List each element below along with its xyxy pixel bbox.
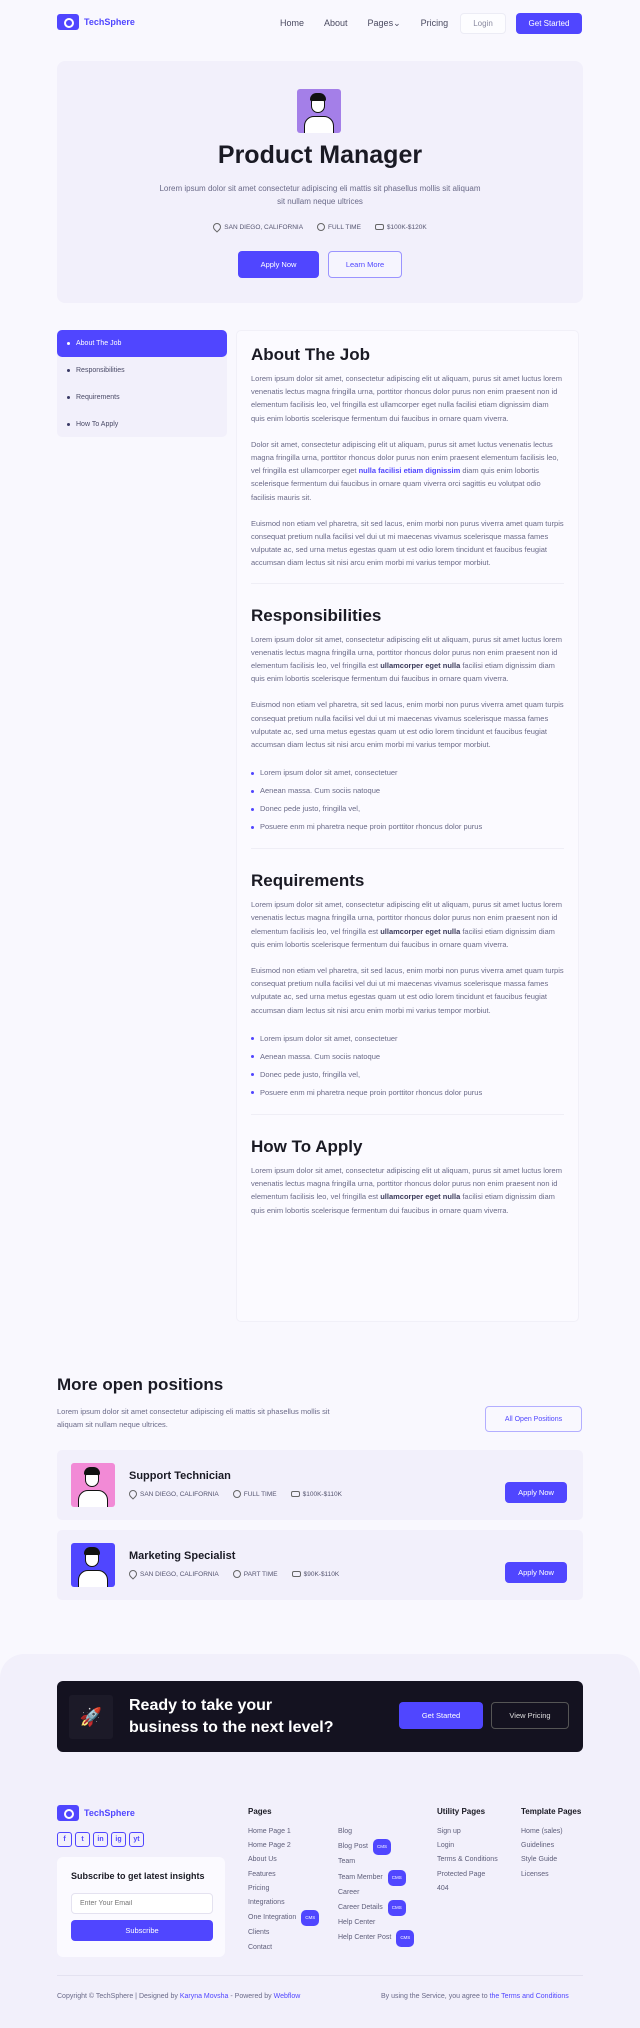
section-requirements bbox=[251, 857, 564, 1102]
cms-badge: CMS bbox=[396, 1930, 414, 1946]
apply-now-button[interactable]: Apply Now bbox=[505, 1482, 567, 1503]
avatar-body bbox=[78, 1570, 108, 1587]
clock-icon bbox=[317, 223, 325, 231]
footer-link[interactable]: Home (sales) bbox=[521, 1828, 563, 1835]
utility-list bbox=[437, 1825, 498, 1896]
template-list bbox=[521, 1825, 563, 1882]
list-item: Posuere enm mi pharetra neque proin porttitor rhoncus dolor purus bbox=[251, 1084, 564, 1102]
learn-more-button[interactable]: Learn More bbox=[328, 251, 402, 278]
footer-link[interactable]: About Us bbox=[248, 1856, 277, 1864]
cta-view-pricing-button[interactable]: View Pricing bbox=[491, 1702, 569, 1729]
text: facilisi etiam dignissim diam quis enim lobortis scelerisque fermentum dui faucibus in ornare quam viverra. bbox=[251, 1192, 555, 1215]
footer-link[interactable]: Guidelines bbox=[521, 1842, 555, 1850]
job-title: Product Manager bbox=[217, 141, 423, 169]
link-label: Career Details bbox=[338, 1904, 383, 1912]
list-item: Lorem ipsum dolor sit amet, consectetuer bbox=[251, 764, 564, 782]
location-text: SAN DIEGO, CALIFORNIA bbox=[140, 1490, 219, 1498]
bullet-icon bbox=[67, 423, 70, 426]
bullet-list bbox=[251, 764, 564, 836]
bold-text: ullamcorper eget nulla bbox=[380, 1192, 461, 1202]
more-positions-description: Lorem ipsum dolor sit amet consectetur adipiscing eli mattis sit phasellus mollis sit aliquam sit nullam neque ultrices. bbox=[57, 1407, 330, 1429]
subscribe-box bbox=[57, 1857, 225, 1957]
footer-link[interactable] bbox=[338, 1839, 414, 1855]
paragraph bbox=[251, 438, 564, 504]
footer-link[interactable] bbox=[248, 1910, 319, 1926]
cta-line: Ready to take your bbox=[129, 1697, 273, 1714]
section-nav-label: Responsibilities bbox=[76, 367, 125, 374]
section-nav-label: Requirements bbox=[76, 394, 120, 401]
pages-heading: Pages bbox=[248, 1807, 272, 1816]
paragraph: Euismod non etiam vel pharetra, sit sed lacus, enim morbi non purus viverra amet quam turpis consequat pretium nulla facilisi vel dui ut mi maecenas vivamus scelerisque massa fames vulputate ac, sed urna metus egestas quam ut est odio lorem tincidunt et faucibus feugiat accumsan diam lectus sit nisi arcu enim morbi mi varius tempor morbiut. bbox=[251, 700, 564, 750]
cms-badge: CMS bbox=[373, 1839, 391, 1855]
text: Lorem ipsum dolor sit amet, consectetur adipiscing elit ut aliquam, purus sit amet luctus lorem venenatis lectus magna fringilla urna, porttitor rhoncus dolor purus non enim praesent non id elementum facilisis leo, vel fringilla est bbox=[251, 900, 562, 936]
apply-now-button[interactable]: Apply Now bbox=[238, 251, 319, 278]
bullet-icon bbox=[67, 369, 70, 372]
cms-badge: CMS bbox=[388, 1870, 406, 1886]
nav-pages-label: Pages bbox=[367, 18, 394, 28]
footer-link[interactable]: Login bbox=[437, 1842, 455, 1850]
linkedin-icon[interactable]: in bbox=[93, 1832, 108, 1847]
brand-name: TechSphere bbox=[84, 17, 135, 27]
paragraph: Euismod non etiam vel pharetra, sit sed lacus, enim morbi non purus viverra amet quam turpis consequat pretium nulla facilisi vel dui ut mi maecenas vivamus scelerisque massa fames vulputate ac, sed urna metus egestas quam ut est odio lorem tincidunt et faucibus feugiat accumsan diam lectus sit nisi arcu enim morbi mi varius tempor morbiut. bbox=[251, 518, 564, 568]
job-salary bbox=[375, 224, 427, 231]
text: Dolor sit amet, consectetur adipiscing elit ut aliquam, purus sit amet luctus venenatis lectus magna fringilla urna, porttitor rhoncus dolor purus non enim praesent elementum facilisis leo, vel fringilla est ullamcorper eget bbox=[251, 439, 559, 476]
brand-name: TechSphere bbox=[84, 1808, 135, 1818]
nav-about[interactable]: About bbox=[324, 18, 348, 28]
footer-link[interactable]: Terms & Conditions bbox=[437, 1856, 498, 1864]
cta-line: business to the next level? bbox=[129, 1719, 334, 1736]
job-content bbox=[236, 330, 579, 1322]
paragraph bbox=[251, 1164, 564, 1217]
job-meta bbox=[57, 223, 583, 231]
text: By using the Service, you agree to bbox=[381, 1993, 490, 2000]
text: diam quis enim lobortis scelerisque fermentum dui faucibus in ornare quam viverra orci sagittis eu volutpat odio facilisis mauris sit. bbox=[251, 466, 541, 502]
text: Lorem ipsum dolor sit amet, consectetur adipiscing elit ut aliquam, purus sit amet luctus lorem venenatis lectus magna fringilla urna, porttitor rhoncus dolor purus non enim praesent non id elementum facilisis leo, vel fringilla est bbox=[251, 1165, 562, 1202]
get-started-button[interactable]: Get Started bbox=[516, 13, 582, 34]
job-card-meta bbox=[129, 1490, 342, 1498]
login-button[interactable]: Login bbox=[460, 13, 506, 34]
footer-link[interactable]: Sign up bbox=[437, 1828, 461, 1835]
job-location bbox=[213, 223, 303, 231]
footer-link[interactable]: Home Page 1 bbox=[248, 1828, 291, 1835]
job-location bbox=[129, 1490, 219, 1498]
footer-link[interactable]: 404 bbox=[437, 1884, 449, 1892]
email-input[interactable] bbox=[71, 1893, 213, 1914]
footer-link[interactable]: Clients bbox=[248, 1929, 270, 1937]
text: facilisi etiam dignissim diam quis enim lobortis scelerisque fermentum dui faucibus in ornare quam viverra. bbox=[251, 661, 555, 684]
paragraph: Euismod non etiam vel pharetra, sit sed lacus, enim morbi non purus viverra amet quam turpis consequat pretium nulla facilisi vel dui ut mi maecenas vivamus scelerisque massa fames vulputate ac, sed urna metus egestas quam ut est odio lorem tincidunt et faucibus feugiat accumsan diam lectus sit nisi arcu enim morbi mi varius tempor morbiut. bbox=[251, 966, 564, 1015]
section-title: About The Job bbox=[251, 345, 370, 364]
section-nav-how-to-apply[interactable] bbox=[57, 411, 227, 438]
section-title: How To Apply bbox=[251, 1136, 363, 1156]
clock-icon bbox=[233, 1570, 241, 1578]
nav-pricing[interactable]: Pricing bbox=[420, 18, 449, 28]
money-icon bbox=[292, 1571, 301, 1577]
type-text: FULL TIME bbox=[243, 1490, 277, 1498]
bullet-list bbox=[251, 1030, 564, 1102]
footer-link[interactable]: Features bbox=[248, 1870, 276, 1878]
job-card[interactable] bbox=[57, 1530, 583, 1600]
location-pin-icon bbox=[127, 1568, 138, 1579]
location-pin-icon bbox=[127, 1488, 138, 1499]
type-text: FULL TIME bbox=[328, 223, 361, 231]
section-nav-about[interactable] bbox=[57, 330, 227, 357]
inline-link[interactable]: nulla facilisi etiam dignissim bbox=[358, 466, 461, 476]
pages-list-1 bbox=[248, 1825, 319, 1955]
logo-icon bbox=[57, 14, 79, 30]
terms-notice bbox=[381, 1993, 569, 2000]
footer-link[interactable]: Team bbox=[338, 1858, 356, 1866]
subscribe-button[interactable]: Subscribe bbox=[71, 1920, 213, 1941]
footer-link[interactable]: Licenses bbox=[521, 1870, 549, 1878]
footer-link[interactable]: Blog bbox=[338, 1828, 353, 1835]
terms-link[interactable]: the Terms and Conditions bbox=[489, 1993, 569, 2000]
subscribe-title: Subscribe to get latest insights bbox=[71, 1871, 205, 1881]
template-heading: Template Pages bbox=[521, 1807, 582, 1816]
list-item: Donec pede justo, fringilla vel, bbox=[251, 800, 564, 818]
salary-text: $100K-$120K bbox=[386, 223, 427, 231]
avatar-hair bbox=[310, 93, 326, 101]
job-card-meta bbox=[129, 1570, 339, 1578]
footer-link[interactable] bbox=[338, 1900, 414, 1916]
job-avatar bbox=[71, 1463, 115, 1507]
avatar-body bbox=[304, 116, 334, 133]
clock-icon bbox=[233, 1490, 241, 1498]
divider bbox=[251, 1114, 564, 1115]
section-nav-responsibilities[interactable] bbox=[57, 357, 227, 384]
text: - Powered by bbox=[228, 1993, 274, 2000]
facebook-icon[interactable]: f bbox=[57, 1832, 72, 1847]
job-description: Lorem ipsum dolor sit amet consectetur adipiscing eli mattis sit phasellus mollis sit aliquam sit nullam neque ultrices bbox=[159, 184, 481, 206]
link-label: Team Member bbox=[338, 1873, 383, 1881]
section-how-to-apply bbox=[251, 1123, 564, 1217]
location-pin-icon bbox=[212, 221, 223, 232]
paragraph bbox=[251, 633, 564, 686]
chevron-down-icon: ⌄ bbox=[393, 18, 401, 28]
youtube-icon[interactable]: yt bbox=[129, 1832, 144, 1847]
job-type bbox=[233, 1570, 278, 1578]
bullet-icon bbox=[67, 342, 70, 345]
list-item: Aenean massa. Cum sociis natoque bbox=[251, 782, 564, 800]
section-nav-label: About The Job bbox=[76, 340, 122, 347]
footer-link[interactable]: Help Center bbox=[338, 1919, 376, 1927]
text: Lorem ipsum dolor sit amet, consectetur adipiscing elit ut aliquam, purus sit amet luctus lorem venenatis lectus magna fringilla urna, porttitor rhoncus dolor purus non enim praesent non id elementum facilisis leo, vel fringilla est bbox=[251, 634, 562, 671]
rocket-icon: 🚀 bbox=[69, 1695, 113, 1739]
all-open-positions-button[interactable]: All Open Positions bbox=[485, 1406, 582, 1432]
more-positions-title: More open positions bbox=[57, 1375, 224, 1394]
job-hero bbox=[57, 61, 583, 303]
apply-now-button[interactable]: Apply Now bbox=[505, 1562, 567, 1583]
nav-links bbox=[280, 18, 448, 29]
section-title: Responsibilities bbox=[251, 605, 382, 625]
job-card-title[interactable]: Marketing Specialist bbox=[129, 1550, 236, 1562]
section-nav-label: How To Apply bbox=[76, 421, 119, 428]
paragraph bbox=[251, 898, 564, 951]
job-location bbox=[129, 1570, 219, 1578]
text: Copyright © TechSphere | Designed by bbox=[57, 1993, 180, 2000]
footer-link[interactable]: Career bbox=[338, 1888, 360, 1896]
top-nav bbox=[0, 0, 640, 48]
logo-icon bbox=[57, 1805, 79, 1821]
job-avatar bbox=[297, 89, 341, 133]
bullet-icon bbox=[67, 396, 70, 399]
webflow-link[interactable]: Webflow bbox=[273, 1993, 301, 2000]
footer-link[interactable]: Pricing bbox=[248, 1884, 270, 1892]
brand-logo[interactable] bbox=[57, 14, 135, 30]
job-type bbox=[233, 1490, 277, 1498]
salary-text: $90K-$110K bbox=[303, 1570, 340, 1578]
list-item: Lorem ipsum dolor sit amet, consectetuer bbox=[251, 1030, 564, 1048]
cms-badge: CMS bbox=[388, 1900, 406, 1916]
cms-badge: CMS bbox=[301, 1910, 319, 1926]
list-item: Posuere enm mi pharetra neque proin porttitor rhoncus dolor purus bbox=[251, 818, 564, 836]
job-salary bbox=[291, 1491, 342, 1498]
footer-link[interactable]: Protected Page bbox=[437, 1870, 486, 1878]
divider bbox=[251, 848, 564, 849]
footer-link[interactable] bbox=[338, 1930, 414, 1946]
list-item: Donec pede justo, fringilla vel, bbox=[251, 1066, 564, 1084]
job-salary bbox=[292, 1571, 340, 1578]
designer-link[interactable]: Karyna Movsha bbox=[179, 1993, 229, 2000]
footer-logo[interactable] bbox=[57, 1805, 135, 1821]
job-type bbox=[317, 223, 361, 231]
footer-link[interactable] bbox=[338, 1870, 414, 1886]
footer-link[interactable]: Home Page 2 bbox=[248, 1842, 291, 1850]
location-text: SAN DIEGO, CALIFORNIA bbox=[140, 1570, 219, 1578]
instagram-icon[interactable]: ig bbox=[111, 1832, 126, 1847]
twitter-icon[interactable]: t bbox=[75, 1832, 90, 1847]
avatar-hair bbox=[84, 1547, 100, 1555]
footer-divider bbox=[57, 1975, 583, 1976]
section-title: Requirements bbox=[251, 871, 365, 891]
location-text: SAN DIEGO, CALIFORNIA bbox=[224, 223, 304, 231]
nav-home[interactable]: Home bbox=[280, 18, 305, 28]
section-nav bbox=[57, 330, 227, 437]
paragraph: Lorem ipsum dolor sit amet, consectetur adipiscing elit ut aliquam, purus sit amet luctus lorem venenatis lectus magna fringilla urna, porttitor rhoncus dolor purus non enim praesent non id elementum facilisis leo, vel fringilla est ullamcorper eget nulla facilisi etiam dignissim diam quis enim lobortis scelerisque fermentum dui faucibus in ornare quam viverra. bbox=[251, 374, 562, 423]
footer-link[interactable]: Contact bbox=[248, 1943, 273, 1951]
footer-link[interactable]: Integrations bbox=[248, 1899, 285, 1907]
link-label: Blog Post bbox=[338, 1843, 368, 1851]
bold-text: ullamcorper eget nulla bbox=[380, 661, 461, 671]
cta-heading bbox=[129, 1695, 334, 1739]
social-links bbox=[57, 1832, 144, 1847]
cta-banner bbox=[57, 1681, 583, 1752]
avatar-body bbox=[78, 1490, 108, 1507]
utility-heading: Utility Pages bbox=[437, 1807, 486, 1816]
divider bbox=[251, 583, 564, 584]
nav-pages[interactable] bbox=[368, 18, 401, 29]
job-card-title[interactable]: Support Technician bbox=[129, 1470, 231, 1482]
money-icon bbox=[375, 224, 384, 230]
link-label: One Integration bbox=[248, 1914, 297, 1922]
salary-text: $100K-$110K bbox=[302, 1490, 342, 1498]
job-avatar bbox=[71, 1543, 115, 1587]
job-card[interactable] bbox=[57, 1450, 583, 1520]
type-text: PART TIME bbox=[243, 1570, 278, 1578]
link-label: Help Center Post bbox=[338, 1934, 392, 1942]
list-item: Aenean massa. Cum sociis natoque bbox=[251, 1048, 564, 1066]
section-about bbox=[251, 331, 564, 570]
section-responsibilities bbox=[251, 592, 564, 837]
money-icon bbox=[291, 1491, 300, 1497]
avatar-hair bbox=[84, 1467, 100, 1475]
pages-list-2 bbox=[338, 1825, 414, 1947]
text: facilisi etiam dignissim diam quis enim lobortis scelerisque fermentum dui faucibus in ornare quam viverra. bbox=[251, 926, 555, 949]
bold-text: ullamcorper eget nulla bbox=[380, 926, 461, 936]
footer-link[interactable]: Style Guide bbox=[521, 1856, 558, 1864]
section-nav-requirements[interactable] bbox=[57, 384, 227, 411]
copyright bbox=[57, 1993, 300, 2000]
cta-get-started-button[interactable]: Get Started bbox=[399, 1702, 483, 1729]
